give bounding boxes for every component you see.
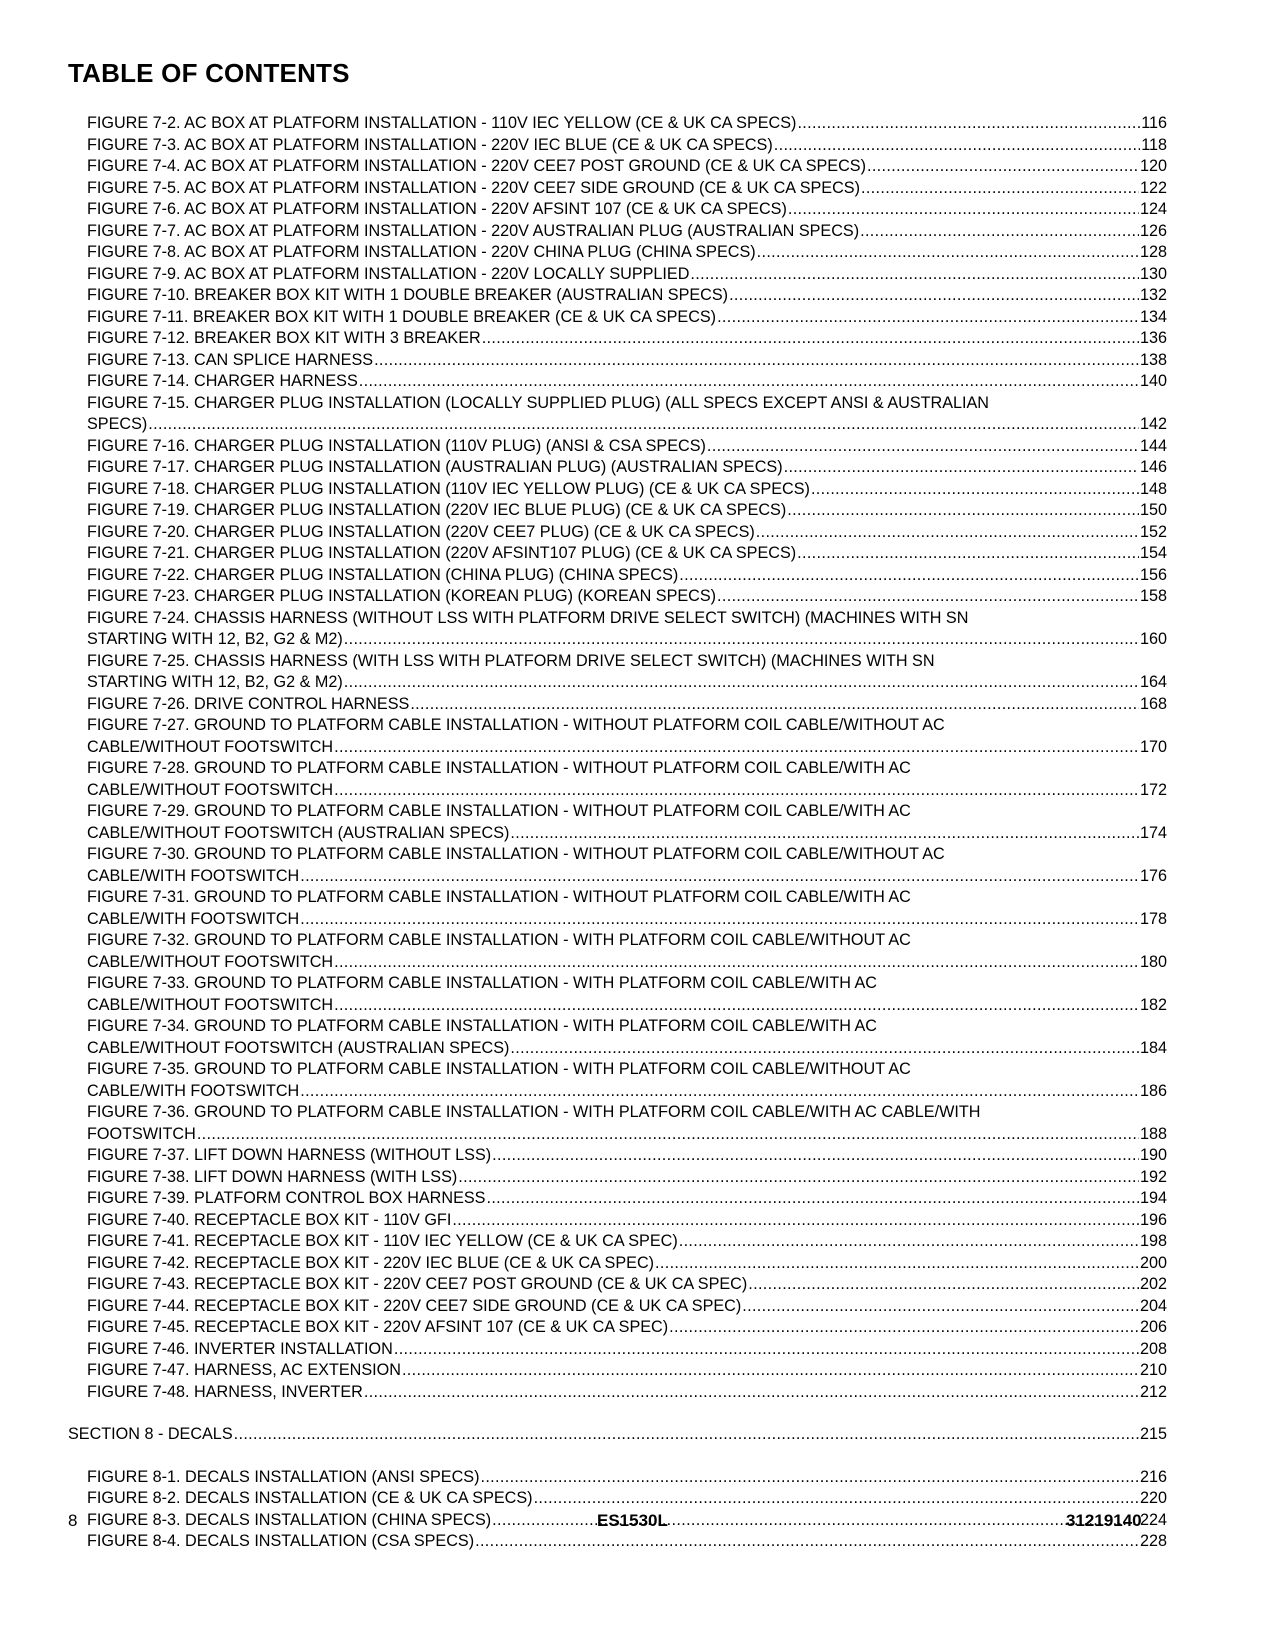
toc-figure-entry[interactable] xyxy=(68,1382,1167,1404)
toc-entry-title-line1: FIGURE 7-28. GROUND TO PLATFORM CABLE INSTALLATION - WITHOUT PLATFORM COIL CABLE/WITH AC xyxy=(87,759,911,777)
toc-figure-entry[interactable] xyxy=(68,328,1167,350)
toc-entry-page: 154 xyxy=(1139,544,1167,562)
toc-entry-page: 164 xyxy=(1139,673,1167,691)
toc-entry-title-line1: FIGURE 7-29. GROUND TO PLATFORM CABLE INSTALLATION - WITHOUT PLATFORM COIL CABLE/WITH AC xyxy=(87,802,911,820)
dot-leader xyxy=(510,823,1139,845)
toc-figure-entry[interactable] xyxy=(68,178,1167,200)
toc-entry-title: CABLE/WITHOUT FOOTSWITCH xyxy=(87,952,334,971)
toc-figure-entry[interactable] xyxy=(68,844,1167,887)
toc-entry-title: FIGURE 7-8. AC BOX AT PLATFORM INSTALLATION - 220V CHINA PLUG (CHINA SPECS) xyxy=(87,243,756,261)
toc-figure-entry[interactable] xyxy=(68,242,1167,264)
toc-entry-title: FIGURE 7-42. RECEPTACLE BOX KIT - 220V IEC BLUE (CE & UK CA SPEC) xyxy=(87,1253,655,1272)
toc-entry-page: 136 xyxy=(1139,329,1167,347)
toc-figure-entry[interactable] xyxy=(68,199,1167,221)
toc-figure-entry[interactable] xyxy=(68,1360,1167,1382)
toc-figure-entry[interactable] xyxy=(68,543,1167,565)
toc-entry-title: FIGURE 7-10. BREAKER BOX KIT WITH 1 DOUBLE BREAKER (AUSTRALIAN SPECS) xyxy=(87,286,729,304)
dot-leader xyxy=(669,1317,1139,1339)
toc-entry-page: 160 xyxy=(1139,630,1167,648)
toc-entry-title: FIGURE 7-22. CHARGER PLUG INSTALLATION (CHINA PLUG) (CHINA SPECS) xyxy=(87,565,679,584)
dot-leader xyxy=(717,307,1139,329)
toc-figure-entry[interactable] xyxy=(68,522,1167,544)
toc-entry-title: FIGURE 7-40. RECEPTACLE BOX KIT - 110V GFI xyxy=(87,1210,452,1229)
toc-entry-title-line1: FIGURE 7-35. GROUND TO PLATFORM CABLE INSTALLATION - WITH PLATFORM COIL CABLE/WITHOUT AC xyxy=(87,1060,911,1078)
toc-entry-title: FIGURE 8-1. DECALS INSTALLATION (ANSI SPECS) xyxy=(87,1467,480,1486)
toc-entry-title: CABLE/WITHOUT FOOTSWITCH (AUSTRALIAN SPECS) xyxy=(87,1038,510,1057)
toc-figure-entry[interactable] xyxy=(68,350,1167,372)
dot-leader xyxy=(334,952,1139,974)
toc-entry-title: FIGURE 7-26. DRIVE CONTROL HARNESS xyxy=(87,694,410,713)
toc-entry-page: 152 xyxy=(1139,522,1167,541)
toc-entry-page: 148 xyxy=(1139,479,1167,498)
toc-entry-title: STARTING WITH 12, B2, G2 & M2) xyxy=(87,673,343,691)
toc-entry-page: 174 xyxy=(1139,823,1167,842)
toc-entry-title: CABLE/WITHOUT FOOTSWITCH (AUSTRALIAN SPECS) xyxy=(87,823,510,842)
toc-figure-entry[interactable] xyxy=(68,930,1167,973)
toc-entry-page: 132 xyxy=(1139,286,1167,304)
toc-figure-entry[interactable] xyxy=(68,1339,1167,1361)
toc-entry-title: FIGURE 7-37. LIFT DOWN HARNESS (WITHOUT LSS) xyxy=(87,1146,492,1164)
toc-entry-page: 202 xyxy=(1139,1275,1167,1293)
dot-leader xyxy=(197,1124,1139,1146)
dot-leader xyxy=(334,780,1139,802)
toc-entry-page: 126 xyxy=(1139,221,1167,240)
dot-leader xyxy=(788,199,1139,221)
dot-leader xyxy=(797,113,1140,135)
toc-figure-entry[interactable] xyxy=(68,586,1167,608)
toc-entry-page: 196 xyxy=(1139,1210,1167,1229)
toc-figure-entry[interactable] xyxy=(68,1253,1167,1275)
dot-leader xyxy=(861,178,1139,200)
toc-figure-entry[interactable] xyxy=(68,565,1167,587)
dot-leader xyxy=(774,135,1140,157)
dot-leader xyxy=(679,1231,1139,1253)
dot-leader xyxy=(452,1210,1139,1232)
footer-model: ES1530L xyxy=(597,1511,668,1530)
toc-figure-entry[interactable] xyxy=(68,1488,1167,1510)
dot-leader xyxy=(394,1339,1139,1361)
dot-leader xyxy=(787,500,1139,522)
toc-entry-title: FIGURE 7-20. CHARGER PLUG INSTALLATION (220V CEE7 PLUG) (CE & UK CA SPECS) xyxy=(87,522,755,541)
toc-entry-title: FIGURE 7-45. RECEPTACLE BOX KIT - 220V AFSINT 107 (CE & UK CA SPEC) xyxy=(87,1318,669,1336)
toc-entry-title: FIGURE 7-3. AC BOX AT PLATFORM INSTALLATION - 220V IEC BLUE (CE & UK CA SPECS) xyxy=(87,135,773,154)
toc-entry-page: 130 xyxy=(1139,264,1167,283)
toc-entry-title: FIGURE 7-46. INVERTER INSTALLATION xyxy=(87,1339,393,1358)
dot-leader xyxy=(797,543,1139,565)
toc-entry-title: FIGURE 7-21. CHARGER PLUG INSTALLATION (220V AFSINT107 PLUG) (CE & UK CA SPECS) xyxy=(87,544,797,562)
toc-entry-title: FIGURE 7-4. AC BOX AT PLATFORM INSTALLATION - 220V CEE7 POST GROUND (CE & UK CA SPECS) xyxy=(87,157,866,175)
toc-entry-page: 146 xyxy=(1139,458,1167,476)
toc-entry-title-line1: FIGURE 7-33. GROUND TO PLATFORM CABLE INSTALLATION - WITH PLATFORM COIL CABLE/WITH AC xyxy=(87,974,877,992)
toc-entry-page: 215 xyxy=(1139,1425,1167,1443)
toc-entry-page: 192 xyxy=(1139,1167,1167,1186)
dot-leader xyxy=(344,672,1139,694)
toc-figure-entry[interactable] xyxy=(68,264,1167,286)
dot-leader xyxy=(860,221,1139,243)
toc-figure-entry[interactable] xyxy=(68,1296,1167,1318)
toc-entry-title: FIGURE 7-39. PLATFORM CONTROL BOX HARNESS xyxy=(87,1189,486,1207)
dot-leader xyxy=(729,285,1139,307)
toc-entry-title: FIGURE 7-19. CHARGER PLUG INSTALLATION (220V IEC BLUE PLUG) (CE & UK CA SPECS) xyxy=(87,501,787,519)
toc-entry-page: 216 xyxy=(1139,1467,1167,1486)
dot-leader xyxy=(344,629,1139,651)
toc-entry-page: 180 xyxy=(1139,952,1167,971)
toc-figure-entry[interactable] xyxy=(68,1531,1167,1553)
dot-leader xyxy=(480,1467,1139,1489)
toc-entry-page: 134 xyxy=(1139,307,1167,326)
dot-leader xyxy=(475,1531,1139,1553)
toc-figure-entry[interactable] xyxy=(68,973,1167,1016)
dot-leader xyxy=(510,1038,1139,1060)
toc-entry-title: FIGURE 7-11. BREAKER BOX KIT WITH 1 DOUBLE BREAKER (CE & UK CA SPECS) xyxy=(87,307,717,326)
footer-doc-number: 31219140 xyxy=(1066,1511,1142,1530)
toc-entry-page: 118 xyxy=(1141,135,1167,154)
toc-entry-title: STARTING WITH 12, B2, G2 & M2) xyxy=(87,630,343,648)
toc-entry-page: 184 xyxy=(1139,1038,1167,1057)
toc-figure-entry[interactable] xyxy=(68,1210,1167,1232)
toc-entry-title: FIGURE 8-3. DECALS INSTALLATION (CHINA SPECS) xyxy=(87,1510,492,1529)
dot-leader xyxy=(492,1510,1139,1532)
toc-figure-entry[interactable] xyxy=(68,1016,1167,1059)
toc-figure-entry[interactable] xyxy=(68,1059,1167,1102)
toc-entry-page: 182 xyxy=(1139,995,1167,1014)
toc-figure-entry[interactable] xyxy=(68,156,1167,178)
dot-leader xyxy=(867,156,1139,178)
toc-entry-title: FIGURE 7-6. AC BOX AT PLATFORM INSTALLATION - 220V AFSINT 107 (CE & UK CA SPECS) xyxy=(87,200,787,218)
footer-page-number: 8 xyxy=(68,1511,78,1530)
toc-entry-title-line1: FIGURE 7-24. CHASSIS HARNESS (WITHOUT LSS WITH PLATFORM DRIVE SELECT SWITCH) (MACHINES WITH SN xyxy=(87,608,969,627)
toc-list xyxy=(68,113,1167,1553)
toc-entry-page: 194 xyxy=(1139,1189,1167,1207)
toc-entry-page: 204 xyxy=(1139,1296,1167,1315)
dot-leader xyxy=(690,264,1139,286)
page-title: TABLE OF CONTENTS xyxy=(68,58,350,88)
toc-figure-entry[interactable] xyxy=(68,801,1167,844)
toc-entry-page: 224 xyxy=(1139,1510,1167,1529)
toc-entry-page: 120 xyxy=(1139,157,1167,175)
toc-entry-title-line1: FIGURE 7-36. GROUND TO PLATFORM CABLE INSTALLATION - WITH PLATFORM COIL CABLE/WITH AC CABLE/WITH xyxy=(87,1103,981,1121)
toc-entry-title: FIGURE 8-2. DECALS INSTALLATION (CE & UK CA SPECS) xyxy=(87,1489,533,1507)
toc-entry-title: FIGURE 7-18. CHARGER PLUG INSTALLATION (110V IEC YELLOW PLUG) (CE & UK CA SPECS) xyxy=(87,479,810,498)
toc-figure-entry[interactable] xyxy=(68,1317,1167,1339)
toc-figure-entry[interactable] xyxy=(68,1145,1167,1167)
toc-figure-entry[interactable] xyxy=(68,1167,1167,1189)
toc-entry-title: FIGURE 7-47. HARNESS, AC EXTENSION xyxy=(87,1361,401,1379)
toc-entry-title: CABLE/WITH FOOTSWITCH xyxy=(87,909,300,928)
toc-figure-entry[interactable] xyxy=(68,1231,1167,1253)
dot-leader xyxy=(402,1360,1139,1382)
dot-leader xyxy=(334,737,1139,759)
dot-leader xyxy=(482,328,1139,350)
toc-figure-entry[interactable] xyxy=(68,500,1167,522)
toc-figure-entry[interactable] xyxy=(68,651,1167,694)
dot-leader xyxy=(707,436,1139,458)
toc-figure-entry[interactable] xyxy=(68,887,1167,930)
toc-figure-entry[interactable] xyxy=(68,479,1167,501)
dot-leader xyxy=(374,350,1139,372)
dot-leader xyxy=(655,1253,1139,1275)
toc-entry-title-line1: FIGURE 7-27. GROUND TO PLATFORM CABLE INSTALLATION - WITHOUT PLATFORM COIL CABLE/WITHOUT AC xyxy=(87,716,945,734)
toc-entry-title: CABLE/WITHOUT FOOTSWITCH xyxy=(87,737,334,756)
toc-entry-title: FIGURE 8-4. DECALS INSTALLATION (CSA SPECS) xyxy=(87,1532,475,1550)
dot-leader xyxy=(364,1382,1139,1404)
toc-entry-page: 228 xyxy=(1139,1532,1167,1550)
toc-entry-page: 168 xyxy=(1139,694,1167,713)
toc-entry-page: 188 xyxy=(1139,1124,1167,1143)
dot-leader xyxy=(756,522,1139,544)
toc-entry-title: SPECS) xyxy=(87,415,148,433)
toc-entry-page: 156 xyxy=(1139,565,1167,584)
toc-figure-entry[interactable] xyxy=(68,608,1167,651)
toc-entry-title: FIGURE 7-38. LIFT DOWN HARNESS (WITH LSS) xyxy=(87,1167,458,1186)
toc-entry-page: 212 xyxy=(1139,1382,1167,1401)
dot-leader xyxy=(300,1081,1139,1103)
toc-figure-entry[interactable] xyxy=(68,1274,1167,1296)
toc-entry-title: FIGURE 7-48. HARNESS, INVERTER xyxy=(87,1382,363,1401)
dot-leader xyxy=(757,242,1139,264)
toc-entry-title: FIGURE 7-16. CHARGER PLUG INSTALLATION (110V PLUG) (ANSI & CSA SPECS) xyxy=(87,436,706,455)
toc-entry-page: 170 xyxy=(1139,737,1167,756)
toc-entry-page: 172 xyxy=(1139,780,1167,799)
toc-entry-title: FIGURE 7-17. CHARGER PLUG INSTALLATION (AUSTRALIAN PLUG) (AUSTRALIAN SPECS) xyxy=(87,458,783,476)
toc-figure-entry[interactable] xyxy=(68,285,1167,307)
dot-leader xyxy=(334,995,1139,1017)
toc-entry-title: FIGURE 7-5. AC BOX AT PLATFORM INSTALLATION - 220V CEE7 SIDE GROUND (CE & UK CA SPECS) xyxy=(87,178,860,197)
toc-entry-title: FIGURE 7-41. RECEPTACLE BOX KIT - 110V IEC YELLOW (CE & UK CA SPEC) xyxy=(87,1232,678,1250)
toc-figure-entry[interactable] xyxy=(68,393,1167,436)
toc-figure-entry[interactable] xyxy=(68,1102,1167,1145)
toc-figure-entry[interactable] xyxy=(68,436,1167,458)
dot-leader xyxy=(717,586,1139,608)
toc-figure-entry[interactable] xyxy=(68,457,1167,479)
toc-entry-page: 150 xyxy=(1139,501,1167,519)
toc-entry-title: CABLE/WITHOUT FOOTSWITCH xyxy=(87,780,334,799)
dot-leader xyxy=(458,1167,1139,1189)
dot-leader xyxy=(148,414,1139,436)
toc-entry-page: 122 xyxy=(1139,178,1167,197)
toc-figure-entry[interactable] xyxy=(68,758,1167,801)
dot-leader xyxy=(748,1274,1139,1296)
toc-entry-title: CABLE/WITH FOOTSWITCH xyxy=(87,1081,300,1100)
toc-entry-title: FIGURE 7-44. RECEPTACLE BOX KIT - 220V CEE7 SIDE GROUND (CE & UK CA SPEC) xyxy=(87,1296,742,1315)
toc-entry-title: FIGURE 7-43. RECEPTACLE BOX KIT - 220V CEE7 POST GROUND (CE & UK CA SPEC) xyxy=(87,1275,748,1293)
dot-leader xyxy=(359,371,1139,393)
toc-entry-page: 220 xyxy=(1139,1489,1167,1507)
toc-entry-page: 128 xyxy=(1139,243,1167,261)
dot-leader xyxy=(811,479,1139,501)
toc-entry-title: SECTION 8 - DECALS xyxy=(68,1425,233,1443)
dot-leader xyxy=(410,694,1139,716)
toc-entry-page: 144 xyxy=(1139,436,1167,455)
toc-entry-page: 186 xyxy=(1139,1081,1167,1100)
toc-entry-title: FIGURE 7-2. AC BOX AT PLATFORM INSTALLATION - 110V IEC YELLOW (CE & UK CA SPECS) xyxy=(87,114,797,132)
toc-entry-page: 124 xyxy=(1139,200,1167,218)
toc-entry-title: FIGURE 7-23. CHARGER PLUG INSTALLATION (KOREAN PLUG) (KOREAN SPECS) xyxy=(87,587,717,605)
toc-entry-title-line1: FIGURE 7-34. GROUND TO PLATFORM CABLE INSTALLATION - WITH PLATFORM COIL CABLE/WITH AC xyxy=(87,1017,877,1035)
toc-entry-page: 208 xyxy=(1139,1339,1167,1358)
toc-entry-page: 206 xyxy=(1139,1318,1167,1336)
dot-leader xyxy=(486,1188,1139,1210)
toc-figure-entry[interactable] xyxy=(68,221,1167,243)
toc-entry-title-line1: FIGURE 7-25. CHASSIS HARNESS (WITH LSS WITH PLATFORM DRIVE SELECT SWITCH) (MACHINES WITH SN xyxy=(87,651,935,670)
dot-leader xyxy=(784,457,1139,479)
toc-entry-title: FIGURE 7-14. CHARGER HARNESS xyxy=(87,372,358,390)
toc-entry-title: FIGURE 7-12. BREAKER BOX KIT WITH 3 BREAKER xyxy=(87,329,481,347)
toc-figure-entry[interactable] xyxy=(68,135,1167,157)
dot-leader xyxy=(742,1296,1139,1318)
toc-figure-entry[interactable] xyxy=(68,1467,1167,1489)
toc-figure-entry[interactable] xyxy=(68,1188,1167,1210)
dot-leader xyxy=(534,1488,1139,1510)
toc-entry-page: 198 xyxy=(1139,1232,1167,1250)
toc-figure-entry[interactable] xyxy=(68,307,1167,329)
toc-entry-page: 140 xyxy=(1139,372,1167,390)
toc-entry-title: FIGURE 7-7. AC BOX AT PLATFORM INSTALLATION - 220V AUSTRALIAN PLUG (AUSTRALIAN SPECS) xyxy=(87,221,860,240)
dot-leader xyxy=(300,866,1139,888)
dot-leader xyxy=(679,565,1139,587)
toc-entry-page: 210 xyxy=(1139,1361,1167,1379)
dot-leader xyxy=(492,1145,1139,1167)
toc-entry-page: 190 xyxy=(1139,1146,1167,1164)
toc-figure-entry[interactable] xyxy=(68,113,1167,135)
toc-entry-title: FOOTSWITCH xyxy=(87,1124,196,1143)
toc-entry-page: 138 xyxy=(1139,350,1167,369)
toc-entry-title-line1: FIGURE 7-15. CHARGER PLUG INSTALLATION (LOCALLY SUPPLIED PLUG) (ALL SPECS EXCEPT ANSI & AUSTRALIAN xyxy=(87,393,989,412)
toc-section-entry[interactable] xyxy=(68,1424,1167,1446)
toc-entry-title-line1: FIGURE 7-31. GROUND TO PLATFORM CABLE INSTALLATION - WITHOUT PLATFORM COIL CABLE/WITH AC xyxy=(87,888,911,906)
toc-entry-page: 178 xyxy=(1139,909,1167,928)
toc-entry-title: CABLE/WITHOUT FOOTSWITCH xyxy=(87,995,334,1014)
toc-entry-title-line1: FIGURE 7-30. GROUND TO PLATFORM CABLE INSTALLATION - WITHOUT PLATFORM COIL CABLE/WITHOUT AC xyxy=(87,845,945,863)
toc-entry-title: FIGURE 7-13. CAN SPLICE HARNESS xyxy=(87,350,374,369)
toc-figure-entry[interactable] xyxy=(68,694,1167,716)
toc-entry-page: 200 xyxy=(1139,1253,1167,1272)
toc-figure-entry[interactable] xyxy=(68,715,1167,758)
toc-entry-title: CABLE/WITH FOOTSWITCH xyxy=(87,866,300,885)
toc-entry-page: 176 xyxy=(1139,866,1167,885)
toc-entry-page: 158 xyxy=(1139,587,1167,605)
toc-entry-page: 116 xyxy=(1141,114,1167,132)
toc-entry-page: 142 xyxy=(1139,415,1167,433)
dot-leader xyxy=(300,909,1139,931)
toc-entry-title-line1: FIGURE 7-32. GROUND TO PLATFORM CABLE INSTALLATION - WITH PLATFORM COIL CABLE/WITHOUT AC xyxy=(87,931,911,949)
toc-figure-entry[interactable] xyxy=(68,371,1167,393)
toc-entry-title: FIGURE 7-9. AC BOX AT PLATFORM INSTALLATION - 220V LOCALLY SUPPLIED xyxy=(87,264,690,283)
dot-leader xyxy=(234,1424,1139,1446)
